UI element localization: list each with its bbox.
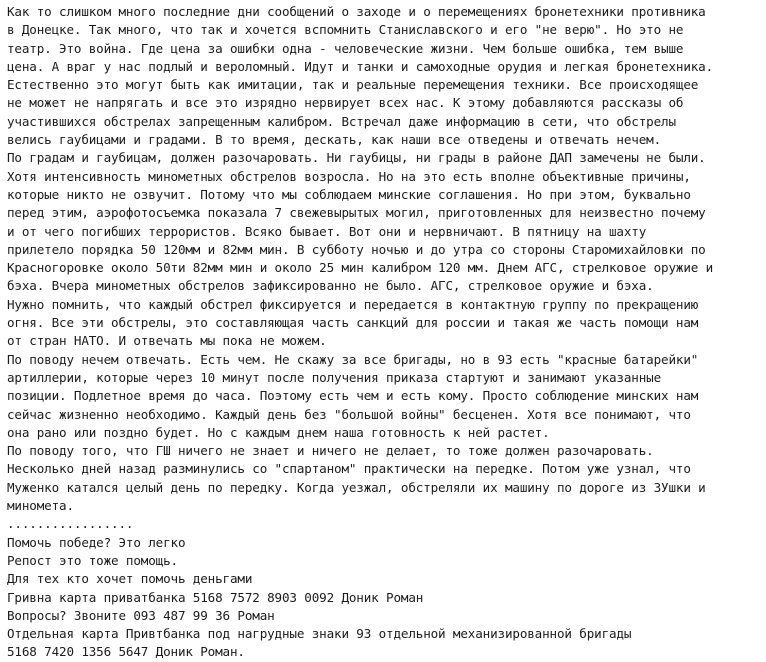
text-line: По поводу нечем отвечать. Есть чем. Не скажу за все бригады, но в 93 есть "красные батарейки" bbox=[7, 351, 699, 367]
text-line: в Донецке. Так много, что так и хочется вспомнить Станиславского и его "не верю". Но это не bbox=[7, 22, 684, 38]
text-line: Красногоровке около 50ти 82мм мин и около 25 мин калибром 120 мм. Днем АГС, стрелковое оружие и bbox=[7, 260, 714, 276]
text-line: Естественно это могут быть как имитации, так и реальные перемещения техники. Все происходящее bbox=[7, 77, 699, 93]
text-line: Для тех кто хочет помочь деньгами bbox=[7, 571, 253, 587]
text-line: По градам и гаубицам, должен разочаровать. Ни гаубицы, ни грады в районе ДАП замечены не были. bbox=[7, 150, 706, 166]
text-line: Помочь победе? Это легко bbox=[7, 534, 186, 550]
text-line: миномета. bbox=[7, 498, 74, 514]
text-line: сейчас жизненно необходимо. Каждый день без "большой войны" бесценен. Хотя все понимают, что bbox=[7, 406, 691, 422]
text-line: ................. bbox=[7, 516, 134, 532]
text-line: Как то слишком много последние дни сообщений о заходе и о перемещениях бронетехники противника bbox=[7, 4, 706, 19]
text-line: она рано или поздно будет. Но с каждым днем наша готовность к ней растет. bbox=[7, 424, 550, 440]
text-line: и от чего погибших террористов. Всяко бывает. Вот они и нервничают. В пятницу на шахту bbox=[7, 223, 647, 239]
text-line: огня. Все эти обстрелы, это составляющая часть санкций для россии и такая же часть помощи нам bbox=[7, 315, 699, 331]
text-line: Несколько дней назад разминулись со "спартаном" практически на передке. Потом уже узнал, что bbox=[7, 461, 691, 477]
text-line: участившихся обстрелах запрещенным калибром. Встречал даже информацию в сети, что обстрелы bbox=[7, 113, 676, 129]
text-line: не может не напрягать и все это изрядно нервирует всех нас. К этому добавляются рассказы об bbox=[7, 95, 684, 111]
text-line: прилетело порядка 50 120мм и 82мм мин. В субботу ночью и до утра со стороны Старомихайловки по bbox=[7, 241, 706, 257]
text-line: театр. Это война. Где цена за ошибки одна - человеческие жизни. Чем больше ошибка, тем выше bbox=[7, 40, 684, 56]
post-text bbox=[7, 3, 763, 662]
text-line: цена. А враг у нас подлый и вероломный. Идут и танки и самоходные орудия и легкая бронетехника. bbox=[7, 58, 714, 74]
text-line: Отдельная карта Привтбанка под нагрудные знаки 93 отдельной механизированной бригады bbox=[7, 626, 632, 642]
text-line: велись гаубицами и градами. В то время, дескать, как наши все отведены и отвечать нечем. bbox=[7, 132, 662, 148]
text-line: Репост это тоже помощь. bbox=[7, 552, 178, 568]
text-line: перед этим, аэрофотосъемка показала 7 свежевырытых могил, приготовленных для неизвестно почему bbox=[7, 205, 706, 221]
text-line: Гривна карта приватбанка 5168 7572 8903 0092 Доник Роман bbox=[7, 589, 424, 605]
text-line: бэха. Вчера минометных обстрелов зафиксированно не было. АГС, стрелковое оружие и бэха. bbox=[7, 278, 654, 294]
text-line: которые никто не озвучит. Потому что мы соблюдаем минские соглашения. Но при этом, буквально bbox=[7, 186, 691, 202]
text-line: Вопросы? Звоните 093 487 99 36 Роман bbox=[7, 607, 275, 623]
text-line: По поводу того, что ГШ ничего не знает и ничего не делает, то тоже должен разочаровать. bbox=[7, 443, 654, 459]
text-line: от стран НАТО. И отвечать мы пока не можем. bbox=[7, 333, 327, 349]
text-line: артиллерии, которые через 10 минут после получения приказа стартуют и занимают указанные bbox=[7, 369, 662, 385]
text-line: позиции. Подлетное время до часа. Поэтому есть чем и есть кому. Просто соблюдение минских нам bbox=[7, 388, 699, 404]
text-line: 5168 7420 1356 5647 Доник Роман. bbox=[7, 644, 245, 660]
text-line: Нужно помнить, что каждый обстрел фиксируется и передается в контактную группу по прекращению bbox=[7, 296, 699, 312]
text-line: Хотя интенсивность минометных обстрелов возросла. Но на это есть вполне объективные причины, bbox=[7, 168, 691, 184]
text-line: Муженко катался целый день по передку. Когда уезжал, обстреляли их машину по дороге из ЗУшки и bbox=[7, 479, 706, 495]
